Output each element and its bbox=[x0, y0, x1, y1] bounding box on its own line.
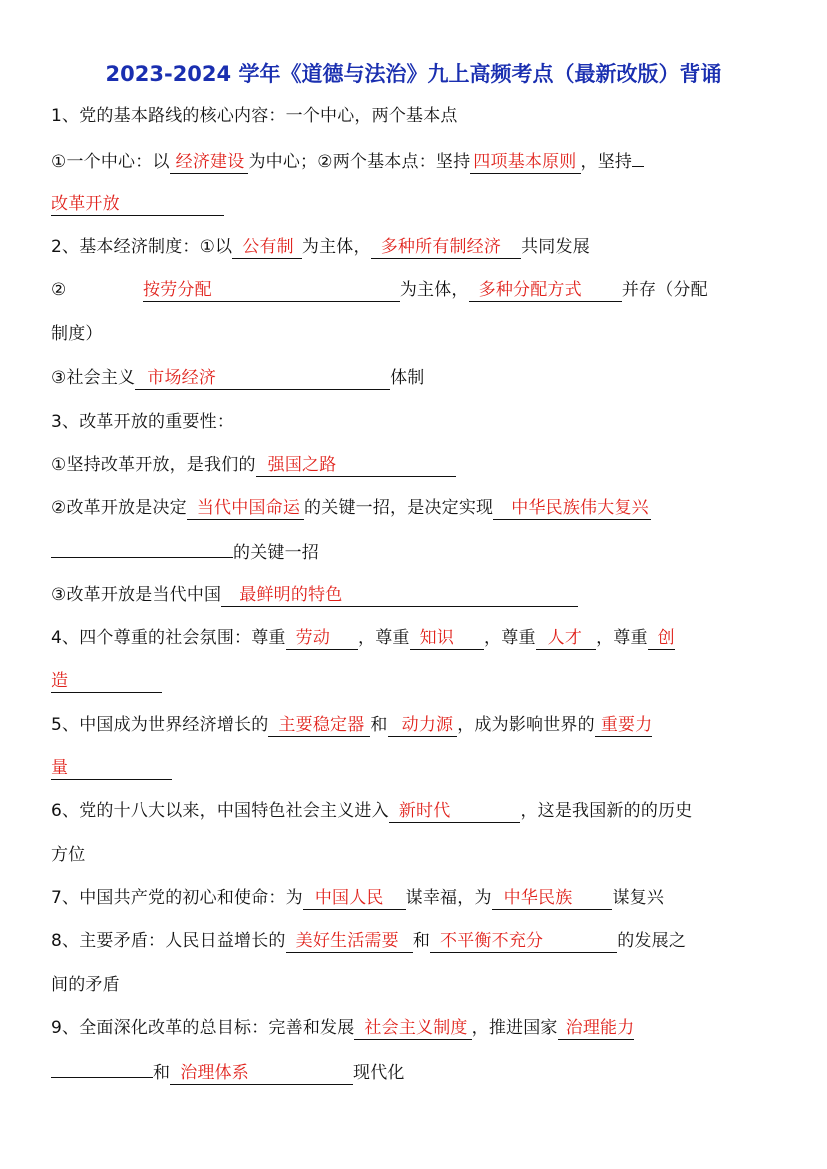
answer-blank: 劳动 bbox=[286, 627, 358, 650]
q2-line4: ③社会主义 市场经济 体制 bbox=[51, 368, 425, 388]
q1-stem: 1、党的基本路线的核心内容：一个中心，两个基本点 bbox=[51, 106, 458, 126]
q2-line2: ② 按劳分配 为主体， 多种分配方式 并存（分配 bbox=[51, 280, 708, 300]
q6-line2: 方位 bbox=[51, 845, 86, 865]
answer-blank: 中国人民 bbox=[303, 887, 406, 910]
answer-blank: 治理体系 bbox=[170, 1062, 353, 1085]
q1-line3 bbox=[51, 192, 781, 216]
underline-blank bbox=[51, 1059, 153, 1078]
answer-blank: 强国之路 bbox=[256, 454, 457, 477]
underline-blank bbox=[632, 148, 644, 167]
answer-blank: 重要力 bbox=[595, 714, 653, 737]
underline-blank bbox=[51, 539, 233, 558]
answer-blank: 经济建设 bbox=[170, 151, 249, 174]
q3-line1: ①坚持改革开放，是我们的 强国之路 bbox=[51, 453, 781, 477]
q3-line3: 的关键一招 bbox=[51, 539, 781, 565]
answer-blank: 社会主义制度 bbox=[354, 1017, 471, 1040]
q2-stem: 2、基本经济制度：①以 公有制 为主体， 多种所有制经济 共同发展 bbox=[51, 237, 590, 257]
answer-blank: 公有制 bbox=[232, 236, 302, 259]
answer-blank: 改革开放 bbox=[51, 193, 224, 216]
answer-blank: 市场经济 bbox=[135, 367, 390, 390]
answer-blank: 人才 bbox=[536, 627, 596, 650]
answer-blank: 不平衡不充分 bbox=[430, 930, 617, 953]
answer-blank: 当代中国命运 bbox=[187, 497, 304, 520]
q5-line2 bbox=[51, 756, 781, 780]
answer-blank: 中华民族 bbox=[492, 887, 613, 910]
q3-line4: ③改革开放是当代中国 最鲜明的特色 bbox=[51, 583, 781, 607]
answer-blank: 按劳分配 bbox=[143, 279, 400, 302]
q1-line2: ①一个中心：以 经济建设 为中心；②两个基本点：坚持 四项基本原则 ，坚持 bbox=[51, 148, 781, 174]
answer-blank: 造 bbox=[51, 670, 162, 693]
q7-line1: 7、中国共产党的初心和使命：为 中国人民 谋幸福，为 中华民族 谋复兴 bbox=[51, 888, 665, 908]
answer-blank: 四项基本原则 bbox=[470, 151, 580, 174]
q9-line1: 9、全面深化改革的总目标：完善和发展 社会主义制度 ，推进国家 治理能力 bbox=[51, 1018, 635, 1038]
page-title: 2023-2024 学年《道德与法治》九上高频考点（最新改版）背诵 bbox=[105, 62, 722, 86]
q3-stem: 3、改革开放的重要性： bbox=[51, 412, 235, 432]
q9-line2: 和 治理体系 现代化 bbox=[51, 1059, 781, 1085]
q4-line1: 4、四个尊重的社会氛围：尊重 劳动 ，尊重 知识 ，尊重 人才 ，尊重 创 bbox=[51, 628, 675, 648]
answer-blank: 动力源 bbox=[388, 714, 458, 737]
answer-blank: 主要稳定器 bbox=[268, 714, 370, 737]
answer-blank: 美好生活需要 bbox=[286, 930, 413, 953]
answer-blank: 多种所有制经济 bbox=[371, 236, 521, 259]
answer-blank: 新时代 bbox=[389, 800, 521, 823]
q4-line2 bbox=[51, 669, 781, 693]
answer-blank: 多种分配方式 bbox=[469, 279, 622, 302]
answer-blank: 创 bbox=[648, 627, 675, 650]
answer-blank: 知识 bbox=[410, 627, 484, 650]
q8-line1: 8、主要矛盾：人民日益增长的 美好生活需要 和 不平衡不充分 的发展之 bbox=[51, 931, 687, 951]
q8-line2: 间的矛盾 bbox=[51, 975, 120, 995]
answer-blank: 量 bbox=[51, 757, 172, 780]
q6-line1: 6、党的十八大以来，中国特色社会主义进入 新时代 ，这是我国新的的历史 bbox=[51, 801, 693, 821]
q3-line2: ②改革开放是决定 当代中国命运 的关键一招，是决定实现 中华民族伟大复兴 bbox=[51, 498, 649, 518]
answer-blank: 中华民族伟大复兴 bbox=[493, 497, 651, 520]
q2-line3: 制度） bbox=[51, 324, 103, 344]
answer-blank: 最鲜明的特色 bbox=[221, 584, 578, 607]
answer-blank: 治理能力 bbox=[558, 1017, 635, 1040]
q5-line1: 5、中国成为世界经济增长的 主要稳定器 和 动力源 ，成为影响世界的 重要力 bbox=[51, 715, 653, 735]
